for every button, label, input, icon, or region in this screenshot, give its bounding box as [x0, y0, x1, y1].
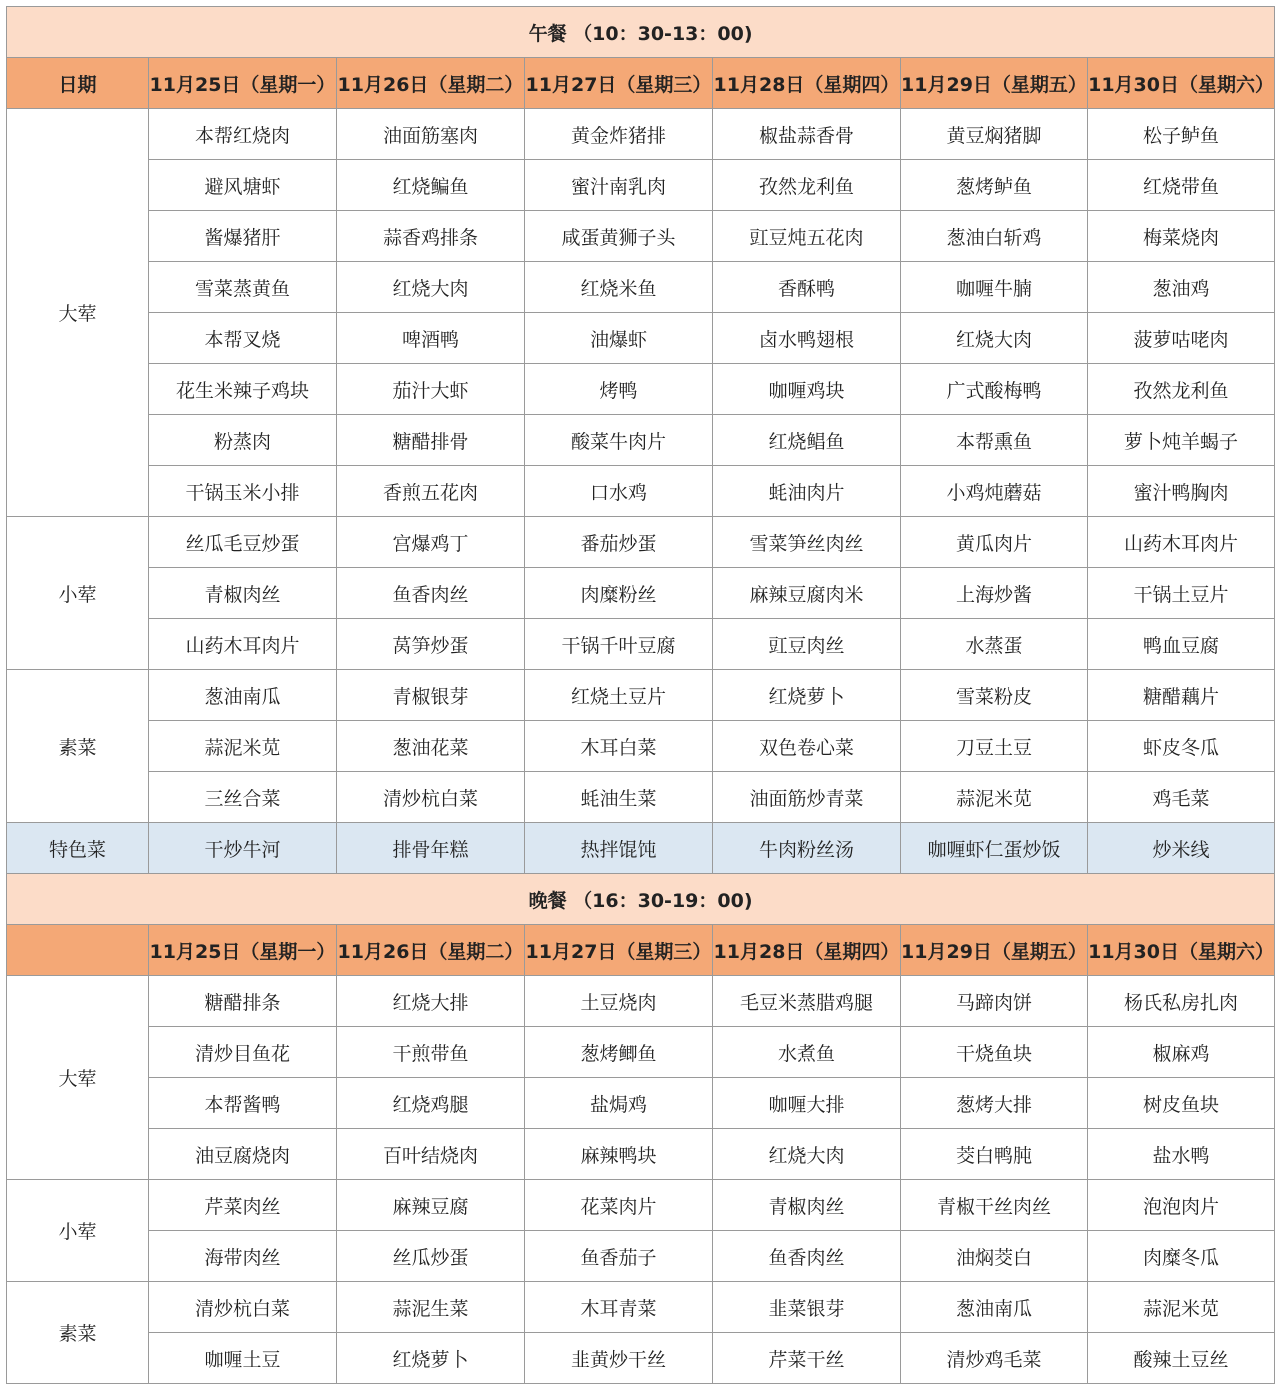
menu-table: [6, 6, 1275, 1384]
date-label: 日期: [7, 58, 149, 109]
dish-cell: 番茄炒蛋: [525, 517, 713, 568]
category-cell: 素菜: [7, 1282, 149, 1384]
dish-cell: 葱油南瓜: [901, 1282, 1088, 1333]
dish-cell: 葱油南瓜: [149, 670, 337, 721]
dish-cell: 肉糜粉丝: [525, 568, 713, 619]
dish-cell: 红烧大肉: [713, 1129, 901, 1180]
dish-cell: 酱爆猪肝: [149, 211, 337, 262]
dish-cell: 梅菜烧肉: [1088, 211, 1275, 262]
dish-cell: 蒜泥米苋: [149, 721, 337, 772]
dish-row: [7, 1333, 1275, 1384]
category-cell: 小荤: [7, 517, 149, 670]
dish-cell: 口水鸡: [525, 466, 713, 517]
dish-cell: 小鸡炖蘑菇: [901, 466, 1088, 517]
dinner-header-row: [7, 925, 1275, 976]
dish-cell: 红烧大肉: [337, 262, 525, 313]
dish-cell: 莴笋炒蛋: [337, 619, 525, 670]
dish-cell: 粉蒸肉: [149, 415, 337, 466]
dish-cell: 丝瓜炒蛋: [337, 1231, 525, 1282]
day-header: 11月25日（星期一）: [149, 58, 337, 109]
day-header: 11月25日（星期一）: [149, 925, 337, 976]
dish-cell: 酸菜牛肉片: [525, 415, 713, 466]
day-header: 11月26日（星期二）: [337, 925, 525, 976]
dish-cell: 花生米辣子鸡块: [149, 364, 337, 415]
dish-cell: 盐水鸭: [1088, 1129, 1275, 1180]
dish-row: [7, 1282, 1275, 1333]
special-dish: 炒米线: [1088, 823, 1275, 874]
dish-cell: 油豆腐烧肉: [149, 1129, 337, 1180]
dish-cell: 木耳青菜: [525, 1282, 713, 1333]
dish-cell: 清炒杭白菜: [337, 772, 525, 823]
dish-cell: 咖喱土豆: [149, 1333, 337, 1384]
dish-cell: 清炒杭白菜: [149, 1282, 337, 1333]
category-cell: 素菜: [7, 670, 149, 823]
dinner-title: 晚餐 （16：30-19：00): [7, 874, 1275, 925]
dish-cell: 蒜泥生菜: [337, 1282, 525, 1333]
dish-cell: 蜜汁鸭胸肉: [1088, 466, 1275, 517]
dish-cell: 红烧鲳鱼: [713, 415, 901, 466]
dish-cell: 蚝油生菜: [525, 772, 713, 823]
dish-cell: 孜然龙利鱼: [713, 160, 901, 211]
dish-cell: 葱油鸡: [1088, 262, 1275, 313]
dish-row: [7, 1129, 1275, 1180]
day-header: 11月27日（星期三）: [525, 925, 713, 976]
dish-cell: 红烧萝卜: [713, 670, 901, 721]
date-label: [7, 925, 149, 976]
category-cell: 小荤: [7, 1180, 149, 1282]
dish-cell: 红烧米鱼: [525, 262, 713, 313]
dish-cell: 糖醋藕片: [1088, 670, 1275, 721]
dish-cell: 山药木耳肉片: [1088, 517, 1275, 568]
dish-cell: 酸辣土豆丝: [1088, 1333, 1275, 1384]
dish-cell: 咖喱牛腩: [901, 262, 1088, 313]
day-header: 11月28日（星期四）: [713, 58, 901, 109]
dish-cell: 百叶结烧肉: [337, 1129, 525, 1180]
dish-cell: 青椒肉丝: [713, 1180, 901, 1231]
dish-cell: 红烧大排: [337, 976, 525, 1027]
dish-cell: 咖喱大排: [713, 1078, 901, 1129]
dish-cell: 茄汁大虾: [337, 364, 525, 415]
dish-cell: 泡泡肉片: [1088, 1180, 1275, 1231]
dish-cell: 山药木耳肉片: [149, 619, 337, 670]
day-header: 11月28日（星期四）: [713, 925, 901, 976]
dish-row: [7, 517, 1275, 568]
category-cell: 大荤: [7, 976, 149, 1180]
dish-cell: 肉糜冬瓜: [1088, 1231, 1275, 1282]
dish-cell: 本帮酱鸭: [149, 1078, 337, 1129]
dish-cell: 宫爆鸡丁: [337, 517, 525, 568]
special-dish: 牛肉粉丝汤: [713, 823, 901, 874]
dish-row: [7, 262, 1275, 313]
dish-cell: 油爆虾: [525, 313, 713, 364]
dish-cell: 松子鲈鱼: [1088, 109, 1275, 160]
dish-row: [7, 466, 1275, 517]
dish-cell: 啤酒鸭: [337, 313, 525, 364]
dish-cell: 茭白鸭肫: [901, 1129, 1088, 1180]
dish-cell: 红烧鸡腿: [337, 1078, 525, 1129]
dish-cell: 干锅千叶豆腐: [525, 619, 713, 670]
dish-cell: 葱油花菜: [337, 721, 525, 772]
dish-row: [7, 568, 1275, 619]
dish-cell: 油焖茭白: [901, 1231, 1088, 1282]
dish-cell: 三丝合菜: [149, 772, 337, 823]
dish-cell: 木耳白菜: [525, 721, 713, 772]
dish-cell: 豇豆肉丝: [713, 619, 901, 670]
dish-cell: 咖喱鸡块: [713, 364, 901, 415]
dish-cell: 雪菜笋丝肉丝: [713, 517, 901, 568]
dish-row: [7, 160, 1275, 211]
dish-cell: 清炒目鱼花: [149, 1027, 337, 1078]
dish-cell: 油面筋炒青菜: [713, 772, 901, 823]
dish-cell: 鱼香茄子: [525, 1231, 713, 1282]
dish-cell: 蜜汁南乳肉: [525, 160, 713, 211]
dish-cell: 黄豆焖猪脚: [901, 109, 1088, 160]
dish-row: [7, 976, 1275, 1027]
dish-row: [7, 109, 1275, 160]
dish-cell: 虾皮冬瓜: [1088, 721, 1275, 772]
dish-row: [7, 772, 1275, 823]
dish-cell: 葱油白斩鸡: [901, 211, 1088, 262]
dish-cell: 咸蛋黄狮子头: [525, 211, 713, 262]
dish-cell: 糖醋排骨: [337, 415, 525, 466]
dish-cell: 萝卜炖羊蝎子: [1088, 415, 1275, 466]
special-dish: 排骨年糕: [337, 823, 525, 874]
dish-cell: 蒜泥米苋: [901, 772, 1088, 823]
lunch-header-row: [7, 58, 1275, 109]
dish-cell: 韭黄炒干丝: [525, 1333, 713, 1384]
dish-row: [7, 721, 1275, 772]
dish-cell: 韭菜银芽: [713, 1282, 901, 1333]
dish-cell: 葱烤鲈鱼: [901, 160, 1088, 211]
dish-cell: 干煎带鱼: [337, 1027, 525, 1078]
dish-cell: 本帮红烧肉: [149, 109, 337, 160]
day-header: 11月26日（星期二）: [337, 58, 525, 109]
dish-cell: 树皮鱼块: [1088, 1078, 1275, 1129]
dish-row: [7, 670, 1275, 721]
special-row: [7, 823, 1275, 874]
dish-row: [7, 619, 1275, 670]
dish-cell: 青椒干丝肉丝: [901, 1180, 1088, 1231]
dish-row: [7, 364, 1275, 415]
dish-row: [7, 415, 1275, 466]
dish-cell: 蚝油肉片: [713, 466, 901, 517]
dish-row: [7, 1027, 1275, 1078]
dish-cell: 毛豆米蒸腊鸡腿: [713, 976, 901, 1027]
dish-cell: 丝瓜毛豆炒蛋: [149, 517, 337, 568]
dish-cell: 麻辣豆腐: [337, 1180, 525, 1231]
dish-cell: 雪菜蒸黄鱼: [149, 262, 337, 313]
day-header: 11月30日（星期六）: [1088, 58, 1275, 109]
dish-cell: 豇豆炖五花肉: [713, 211, 901, 262]
dish-cell: 蒜香鸡排条: [337, 211, 525, 262]
dish-row: [7, 313, 1275, 364]
dish-cell: 水煮鱼: [713, 1027, 901, 1078]
dish-cell: 青椒银芽: [337, 670, 525, 721]
dish-row: [7, 1231, 1275, 1282]
dish-cell: 油面筋塞肉: [337, 109, 525, 160]
dish-cell: 盐焗鸡: [525, 1078, 713, 1129]
dish-cell: 鱼香肉丝: [337, 568, 525, 619]
day-header: 11月29日（星期五）: [901, 925, 1088, 976]
dish-cell: 上海炒酱: [901, 568, 1088, 619]
dish-cell: 水蒸蛋: [901, 619, 1088, 670]
dish-cell: 黄金炸猪排: [525, 109, 713, 160]
dish-cell: 葱烤鲫鱼: [525, 1027, 713, 1078]
dish-cell: 红烧大肉: [901, 313, 1088, 364]
dish-cell: 清炒鸡毛菜: [901, 1333, 1088, 1384]
dish-cell: 刀豆土豆: [901, 721, 1088, 772]
dish-cell: 雪菜粉皮: [901, 670, 1088, 721]
dish-cell: 干锅土豆片: [1088, 568, 1275, 619]
dish-cell: 椒盐蒜香骨: [713, 109, 901, 160]
special-dish: 干炒牛河: [149, 823, 337, 874]
dish-cell: 卤水鸭翅根: [713, 313, 901, 364]
day-header: 11月29日（星期五）: [901, 58, 1088, 109]
dish-cell: 麻辣鸭块: [525, 1129, 713, 1180]
dish-cell: 双色卷心菜: [713, 721, 901, 772]
day-header: 11月30日（星期六）: [1088, 925, 1275, 976]
dish-row: [7, 1078, 1275, 1129]
dish-cell: 椒麻鸡: [1088, 1027, 1275, 1078]
dish-cell: 香煎五花肉: [337, 466, 525, 517]
dish-cell: 干锅玉米小排: [149, 466, 337, 517]
dish-cell: 红烧萝卜: [337, 1333, 525, 1384]
dish-cell: 糖醋排条: [149, 976, 337, 1027]
dish-cell: 鱼香肉丝: [713, 1231, 901, 1282]
dish-row: [7, 1180, 1275, 1231]
dish-cell: 避风塘虾: [149, 160, 337, 211]
special-dish: 咖喱虾仁蛋炒饭: [901, 823, 1088, 874]
menu-body: [7, 7, 1275, 1384]
dish-cell: 海带肉丝: [149, 1231, 337, 1282]
dish-cell: 红烧土豆片: [525, 670, 713, 721]
dish-cell: 土豆烧肉: [525, 976, 713, 1027]
dish-cell: 麻辣豆腐肉米: [713, 568, 901, 619]
dish-cell: 杨氏私房扎肉: [1088, 976, 1275, 1027]
dinner-title-row: [7, 874, 1275, 925]
dish-cell: 广式酸梅鸭: [901, 364, 1088, 415]
lunch-title: 午餐 （10：30-13：00): [7, 7, 1275, 58]
dish-cell: 青椒肉丝: [149, 568, 337, 619]
dish-cell: 本帮叉烧: [149, 313, 337, 364]
dish-cell: 孜然龙利鱼: [1088, 364, 1275, 415]
dish-cell: 干烧鱼块: [901, 1027, 1088, 1078]
dish-cell: 本帮熏鱼: [901, 415, 1088, 466]
dish-cell: 红烧鳊鱼: [337, 160, 525, 211]
dish-cell: 鸭血豆腐: [1088, 619, 1275, 670]
lunch-title-row: [7, 7, 1275, 58]
dish-cell: 葱烤大排: [901, 1078, 1088, 1129]
dish-cell: 蒜泥米苋: [1088, 1282, 1275, 1333]
dish-cell: 红烧带鱼: [1088, 160, 1275, 211]
dish-cell: 花菜肉片: [525, 1180, 713, 1231]
dish-row: [7, 211, 1275, 262]
day-header: 11月27日（星期三）: [525, 58, 713, 109]
dish-cell: 烤鸭: [525, 364, 713, 415]
category-cell: 大荤: [7, 109, 149, 517]
dish-cell: 香酥鸭: [713, 262, 901, 313]
dish-cell: 黄瓜肉片: [901, 517, 1088, 568]
dish-cell: 芹菜肉丝: [149, 1180, 337, 1231]
special-category: 特色菜: [7, 823, 149, 874]
dish-cell: 马蹄肉饼: [901, 976, 1088, 1027]
special-dish: 热拌馄饨: [525, 823, 713, 874]
dish-cell: 鸡毛菜: [1088, 772, 1275, 823]
dish-cell: 芹菜干丝: [713, 1333, 901, 1384]
dish-cell: 菠萝咕咾肉: [1088, 313, 1275, 364]
